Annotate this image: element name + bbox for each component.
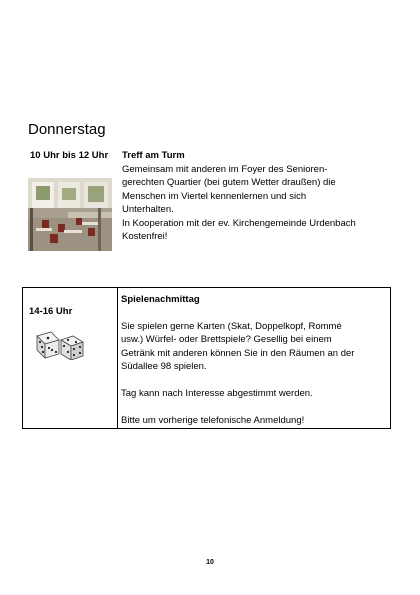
page-number: 10 xyxy=(206,559,214,566)
event2-line: Südallee 98 spielen. xyxy=(121,361,207,373)
spacer xyxy=(121,400,383,413)
event2-line: usw.) Würfel- oder Brettspiele? Gesellig bei einem xyxy=(121,334,332,346)
event2-line: Sie spielen gerne Karten (Skat, Doppelkopf, Rommé xyxy=(121,320,342,332)
event1-line: In Kooperation mit der ev. Kirchengemeinde Urdenbach xyxy=(122,217,356,229)
event1-line: Unterhalten. xyxy=(122,204,174,216)
spacer xyxy=(121,373,383,386)
event1-line: Gemeinsam mit anderen im Foyer des Senioren- xyxy=(122,164,328,175)
event1-line: Kostenfrei! xyxy=(122,231,168,243)
event1-time: 10 Uhr bis 12 Uhr xyxy=(30,150,109,161)
day-heading: Donnerstag xyxy=(28,121,106,138)
event2-details xyxy=(121,293,383,427)
event2-registration: Bitte um vorherige telefonische Anmeldung! xyxy=(121,414,305,426)
event1-description xyxy=(122,163,407,243)
event2-line: Getränk mit anderen können Sie in den Räumen an der xyxy=(121,347,355,359)
event1-line: Menschen im Viertel kennenlernen und sich xyxy=(122,190,307,202)
event1-line: gerechten Quartier (bei gutem Wetter draußen) die xyxy=(122,177,336,189)
event2-note: Tag kann nach Interesse abgestimmt werden. xyxy=(121,387,313,399)
event2-title: Spielenachmittag xyxy=(121,294,200,305)
event2-box xyxy=(22,287,391,429)
event1-title: Treff am Turm xyxy=(122,150,185,161)
spacer xyxy=(121,306,383,319)
column-divider xyxy=(117,288,118,428)
dice-icon xyxy=(35,330,85,360)
foyer-photo xyxy=(28,178,112,251)
event2-time: 14-16 Uhr xyxy=(29,306,73,317)
